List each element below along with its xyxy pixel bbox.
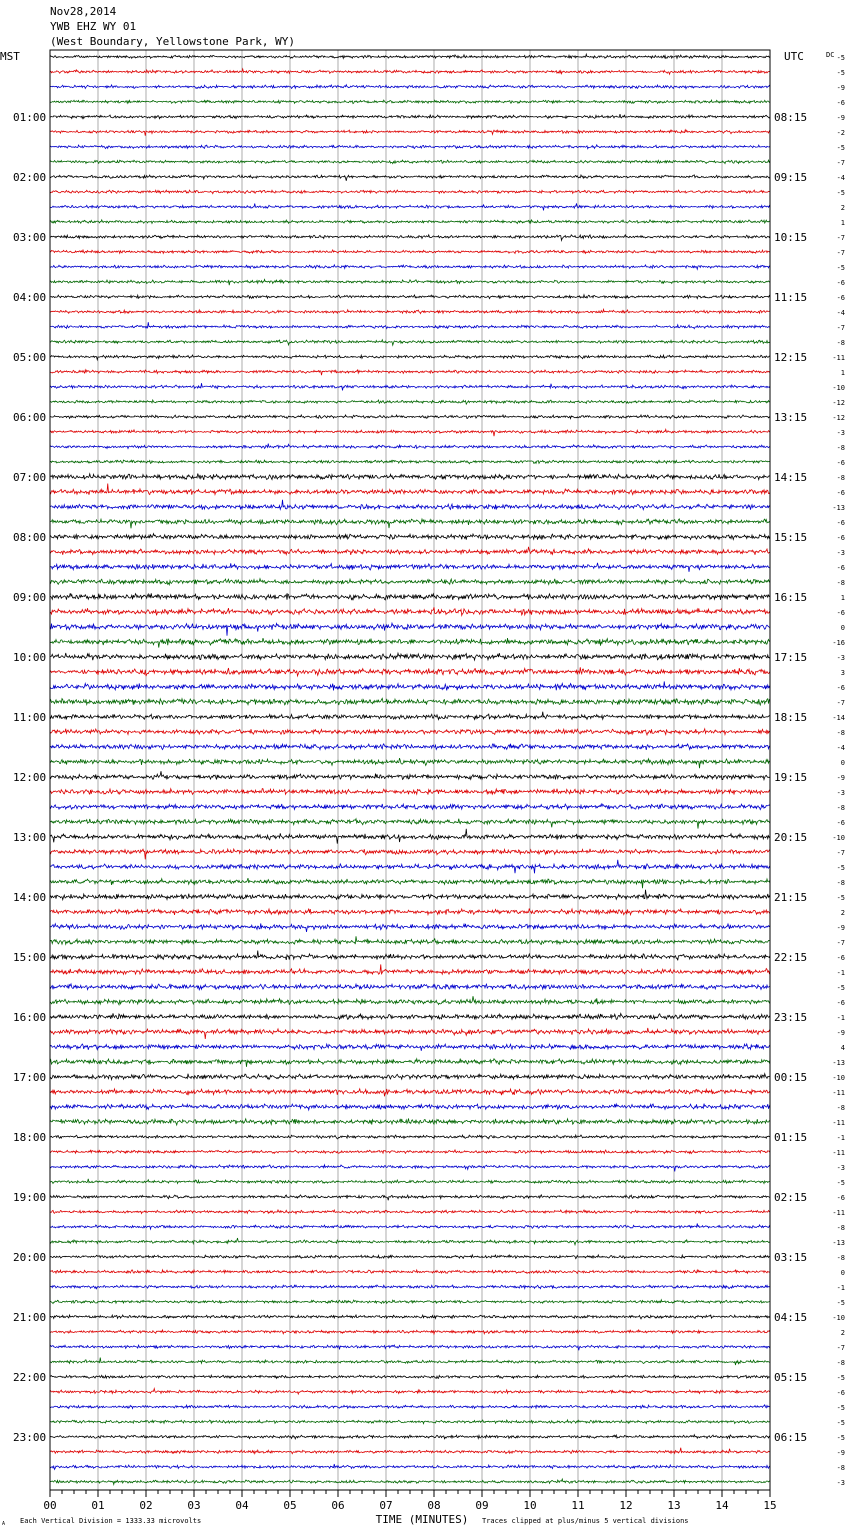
footer-mark: A	[2, 1521, 6, 1527]
left-hour-label: 11:00	[13, 710, 47, 724]
dc-offset-label: -8	[836, 1223, 845, 1232]
x-tick-label: 15	[763, 1499, 777, 1512]
dc-offset-label: -8	[836, 1358, 845, 1367]
trace-line	[50, 744, 770, 750]
dc-offset-label: -4	[836, 743, 845, 752]
trace-line	[50, 771, 770, 780]
left-hour-label: 23:00	[13, 1430, 47, 1444]
dc-offset-label: -5	[836, 1433, 845, 1442]
x-tick-label: 07	[379, 1499, 393, 1512]
left-timezone-label: MST	[0, 50, 20, 63]
left-hour-label: 05:00	[13, 350, 47, 364]
x-tick-label: 09	[475, 1499, 489, 1512]
trace-line	[50, 1150, 770, 1154]
right-hour-label: 18:15	[774, 710, 808, 724]
dc-offset-label: -5	[836, 893, 845, 902]
right-hour-label: 15:15	[774, 530, 808, 544]
trace-line	[50, 1420, 770, 1424]
trace-line	[50, 1435, 770, 1439]
dc-offset-label: -12	[832, 398, 845, 407]
dc-offset-label: 1	[840, 593, 845, 602]
right-hour-label: 13:15	[774, 410, 808, 424]
dc-offset-label: -7	[836, 248, 845, 257]
x-axis	[43, 1490, 776, 1512]
station-code: YWB EHZ WY 01	[50, 20, 137, 33]
dc-offset-label: -5	[836, 983, 845, 992]
dc-offset-label: -5	[836, 53, 845, 62]
trace-line	[50, 190, 770, 194]
right-hour-label: 03:15	[774, 1250, 808, 1264]
dc-offset-label: -1	[836, 1283, 845, 1292]
trace-line	[50, 220, 770, 224]
trace-line	[50, 563, 770, 572]
dc-offset-label: 0	[840, 1268, 845, 1277]
trace-line	[50, 309, 770, 313]
trace-line	[50, 250, 770, 253]
dc-offset-label: -9	[836, 923, 845, 932]
trace-line	[50, 964, 770, 974]
right-hour-label: 16:15	[774, 590, 808, 604]
trace-line	[50, 1179, 770, 1184]
trace-line	[50, 1448, 770, 1454]
dc-offset-label: -6	[836, 458, 845, 467]
station-location: (West Boundary, Yellowstone Park, WY)	[50, 35, 296, 48]
dc-offset-label: -12	[832, 413, 845, 422]
x-tick-label: 12	[619, 1499, 633, 1512]
dc-offset-label: -11	[832, 1088, 845, 1097]
trace-line	[50, 1358, 770, 1365]
x-tick-label: 06	[331, 1499, 345, 1512]
dc-offset-label: -9	[836, 1448, 845, 1457]
trace-line	[50, 593, 770, 600]
x-tick-label: 04	[235, 1499, 249, 1512]
dc-offset-label: -2	[836, 128, 845, 137]
dc-offset-header: DC	[826, 51, 835, 59]
left-hour-label: 14:00	[13, 890, 47, 904]
trace-line	[50, 1300, 770, 1304]
dc-offset-label: 2	[840, 908, 845, 917]
x-tick-label: 14	[715, 1499, 729, 1512]
trace-line	[50, 1285, 770, 1289]
dc-offset-label: -6	[836, 518, 845, 527]
dc-offset-label: -7	[836, 848, 845, 857]
trace-line	[50, 370, 770, 375]
trace-line	[50, 758, 770, 768]
trace-line	[50, 1044, 770, 1051]
trace-line	[50, 415, 770, 419]
dc-offset-label: -8	[836, 728, 845, 737]
x-axis-title: TIME (MINUTES)	[375, 1513, 469, 1526]
dc-offset-label: -10	[832, 383, 845, 392]
dc-offset-label: -4	[836, 308, 845, 317]
dc-offset-label: -8	[836, 1103, 845, 1112]
clipping-note: Traces clipped at plus/minus 5 vertical divisions	[482, 1517, 689, 1525]
left-hour-label: 03:00	[13, 230, 47, 244]
right-hour-label: 21:15	[774, 890, 808, 904]
right-hour-label: 20:15	[774, 830, 808, 844]
trace-line	[50, 1375, 770, 1378]
dc-offset-label: -7	[836, 938, 845, 947]
left-hour-label: 19:00	[13, 1190, 47, 1204]
trace-line	[50, 265, 770, 269]
dc-offset-label: -7	[836, 698, 845, 707]
trace-line	[50, 322, 770, 329]
trace-line	[50, 1255, 770, 1259]
dc-offset-label: -10	[832, 1073, 845, 1082]
dc-offset-label: -5	[836, 188, 845, 197]
trace-line	[50, 860, 770, 874]
trace-line	[50, 484, 770, 495]
left-hour-label: 21:00	[13, 1310, 47, 1324]
trace-line	[50, 698, 770, 705]
trace-line	[50, 1089, 770, 1096]
dc-offset-label: -1	[836, 968, 845, 977]
dc-offset-label: -8	[836, 1253, 845, 1262]
trace-line	[50, 984, 770, 990]
trace-line	[50, 607, 770, 615]
trace-line	[50, 804, 770, 810]
trace-line	[50, 534, 770, 540]
trace-line	[50, 712, 770, 720]
trace-line	[50, 1345, 770, 1350]
x-tick-label: 11	[571, 1499, 585, 1512]
trace-line	[50, 951, 770, 961]
dc-offset-label: -11	[832, 1118, 845, 1127]
x-tick-label: 03	[187, 1499, 201, 1512]
dc-offset-label: -7	[836, 323, 845, 332]
right-hour-label: 12:15	[774, 350, 808, 364]
dc-offset-label: -5	[836, 143, 845, 152]
x-tick-label: 02	[139, 1499, 153, 1512]
x-tick-label: 01	[91, 1499, 105, 1512]
trace-line	[50, 547, 770, 555]
dc-offset-label: 4	[840, 1043, 845, 1052]
right-hour-label: 00:15	[774, 1070, 808, 1084]
trace-line	[50, 114, 770, 118]
trace-line	[50, 100, 770, 103]
right-hour-label: 08:15	[774, 110, 808, 124]
dc-offset-label: -9	[836, 773, 845, 782]
dc-offset-label: -8	[836, 443, 845, 452]
trace-line	[50, 1270, 770, 1273]
dc-offset-label: -10	[832, 1313, 845, 1322]
trace-line	[50, 160, 770, 163]
dc-offset-label: -5	[836, 1298, 845, 1307]
dc-offset-label: -13	[832, 503, 845, 512]
dc-offset-label: -5	[836, 863, 845, 872]
left-hour-label: 04:00	[13, 290, 47, 304]
trace-line	[50, 500, 770, 510]
dc-offset-label: -9	[836, 113, 845, 122]
trace-line	[50, 653, 770, 660]
seismic-traces	[50, 54, 770, 1484]
x-tick-label: 10	[523, 1499, 537, 1512]
trace-line	[50, 1165, 770, 1172]
trace-line	[50, 936, 770, 944]
right-hour-label: 09:15	[774, 170, 808, 184]
trace-line	[50, 667, 770, 676]
left-hour-label: 12:00	[13, 770, 47, 784]
trace-line	[50, 1405, 770, 1409]
dc-offset-label: -5	[836, 1373, 845, 1382]
right-hour-label: 22:15	[774, 950, 808, 964]
dc-offset-label: -8	[836, 878, 845, 887]
dc-offset-label: -16	[832, 638, 845, 647]
dc-offset-label: -6	[836, 278, 845, 287]
dc-offset-label: -1	[836, 1013, 845, 1022]
trace-line	[50, 175, 770, 181]
trace-line	[50, 681, 770, 690]
trace-line	[50, 340, 770, 345]
dc-offset-label: 0	[840, 758, 845, 767]
dc-offset-label: -3	[836, 788, 845, 797]
dc-offset-label: -6	[836, 608, 845, 617]
dc-offset-label: -6	[836, 998, 845, 1007]
right-hour-label: 14:15	[774, 470, 808, 484]
dc-offset-label: -7	[836, 1343, 845, 1352]
trace-line	[50, 383, 770, 390]
trace-line	[50, 829, 770, 844]
trace-line	[50, 579, 770, 585]
dc-offset-label: -4	[836, 173, 845, 182]
dc-offset-label: -3	[836, 1163, 845, 1172]
dc-offset-label: -6	[836, 293, 845, 302]
plot-date: Nov28,2014	[50, 5, 117, 18]
trace-line	[50, 295, 770, 299]
dc-offset-label: -6	[836, 818, 845, 827]
trace-line	[50, 145, 770, 149]
trace-line	[50, 623, 770, 635]
left-hour-label: 13:00	[13, 830, 47, 844]
left-hour-label: 22:00	[13, 1370, 47, 1384]
trace-line	[50, 203, 770, 210]
dc-offset-label: -3	[836, 548, 845, 557]
dc-offset-label: 2	[840, 203, 845, 212]
right-hour-label: 17:15	[774, 650, 808, 664]
right-hour-label: 05:15	[774, 1370, 808, 1384]
trace-line	[50, 878, 770, 888]
dc-offset-label: 3	[840, 668, 845, 677]
trace-line	[50, 996, 770, 1005]
dc-offset-label: -5	[836, 68, 845, 77]
right-hour-label: 04:15	[774, 1310, 808, 1324]
trace-line	[50, 1028, 770, 1039]
dc-offset-label: -11	[832, 1148, 845, 1157]
dc-offset-label: -8	[836, 578, 845, 587]
trace-line	[50, 1104, 770, 1110]
trace-line	[50, 69, 770, 74]
x-tick-label: 13	[667, 1499, 681, 1512]
trace-line	[50, 1059, 770, 1067]
trace-line	[50, 1238, 770, 1245]
dc-offset-label: -5	[836, 1403, 845, 1412]
dc-offset-label: -6	[836, 533, 845, 542]
left-hour-label: 16:00	[13, 1010, 47, 1024]
left-hour-label: 10:00	[13, 650, 47, 664]
dc-offset-label: -11	[832, 1208, 845, 1217]
dc-offset-label: -5	[836, 1418, 845, 1427]
left-hour-label: 17:00	[13, 1070, 47, 1084]
trace-line	[50, 789, 770, 795]
dc-offset-label: 1	[840, 218, 845, 227]
dc-offset-label: -14	[832, 713, 845, 722]
left-hour-label: 07:00	[13, 470, 47, 484]
left-hour-label: 02:00	[13, 170, 47, 184]
dc-offset-label: -8	[836, 338, 845, 347]
right-hour-label: 01:15	[774, 1130, 808, 1144]
dc-offset-label: 0	[840, 623, 845, 632]
trace-line	[50, 429, 770, 436]
trace-line	[50, 819, 770, 829]
trace-line	[50, 923, 770, 931]
dc-offset-label: -6	[836, 953, 845, 962]
dc-offset-label: -13	[832, 1238, 845, 1247]
dc-offset-label: -7	[836, 233, 845, 242]
dc-offset-label: -6	[836, 563, 845, 572]
x-tick-label: 08	[427, 1499, 441, 1512]
right-hour-label: 10:15	[774, 230, 808, 244]
dc-offset-label: -6	[836, 488, 845, 497]
dc-offset-label: -11	[832, 353, 845, 362]
left-hour-label: 18:00	[13, 1130, 47, 1144]
dc-offset-label: -6	[836, 1193, 845, 1202]
x-tick-label: 05	[283, 1499, 297, 1512]
trace-line	[50, 1074, 770, 1080]
trace-line	[50, 1135, 770, 1139]
dc-offset-label: -6	[836, 98, 845, 107]
trace-line	[50, 1479, 770, 1484]
dc-offset-label: -9	[836, 1028, 845, 1037]
dc-offset-label: -13	[832, 1058, 845, 1067]
trace-line	[50, 1389, 770, 1394]
trace-line	[50, 519, 770, 528]
trace-line	[50, 85, 770, 89]
trace-line	[50, 909, 770, 915]
vertical-division-note: Each Vertical Division = 1333.33 microvolts	[20, 1517, 202, 1525]
dc-offset-label: 2	[840, 1328, 845, 1337]
dc-offset-label: -3	[836, 653, 845, 662]
dc-offset-label: 1	[840, 368, 845, 377]
trace-line	[50, 444, 770, 449]
trace-line	[50, 279, 770, 285]
trace-line	[50, 890, 770, 900]
left-hour-label: 06:00	[13, 410, 47, 424]
trace-line	[50, 400, 770, 404]
dc-offset-label: -3	[836, 1478, 845, 1487]
trace-line	[50, 474, 770, 480]
right-hour-label: 11:15	[774, 290, 808, 304]
trace-line	[50, 1330, 770, 1334]
trace-line	[50, 1013, 770, 1019]
left-hour-label: 01:00	[13, 110, 47, 124]
dc-offset-label: -7	[836, 158, 845, 167]
left-hour-label: 08:00	[13, 530, 47, 544]
trace-line	[50, 130, 770, 136]
x-tick-label: 00	[43, 1499, 57, 1512]
trace-line	[50, 235, 770, 241]
dc-offset-label: -6	[836, 683, 845, 692]
trace-line	[50, 1315, 770, 1319]
dc-offset-label: -8	[836, 473, 845, 482]
right-hour-label: 06:15	[774, 1430, 808, 1444]
dc-offset-label: -6	[836, 1388, 845, 1397]
dc-offset-label: -5	[836, 1178, 845, 1187]
trace-line	[50, 1195, 770, 1200]
right-timezone-label: UTC	[784, 50, 804, 63]
trace-line	[50, 849, 770, 859]
left-hour-label: 20:00	[13, 1250, 47, 1264]
dc-offset-label: -5	[836, 263, 845, 272]
right-hour-label: 23:15	[774, 1010, 808, 1024]
trace-line	[50, 1210, 770, 1214]
trace-line	[50, 54, 770, 58]
dc-offset-label: -3	[836, 428, 845, 437]
dc-offset-label: -9	[836, 83, 845, 92]
trace-line	[50, 1224, 770, 1230]
trace-line	[50, 355, 770, 360]
trace-line	[50, 1118, 770, 1125]
right-hour-label: 19:15	[774, 770, 808, 784]
dc-offset-label: -1	[836, 1133, 845, 1142]
trace-line	[50, 1464, 770, 1469]
right-hour-label: 02:15	[774, 1190, 808, 1204]
left-hour-label: 09:00	[13, 590, 47, 604]
trace-line	[50, 460, 770, 464]
dc-offset-label: -10	[832, 833, 845, 842]
dc-offset-label: -8	[836, 803, 845, 812]
trace-line	[50, 729, 770, 735]
dc-offset-label: -8	[836, 1463, 845, 1472]
trace-line	[50, 638, 770, 648]
left-hour-label: 15:00	[13, 950, 47, 964]
